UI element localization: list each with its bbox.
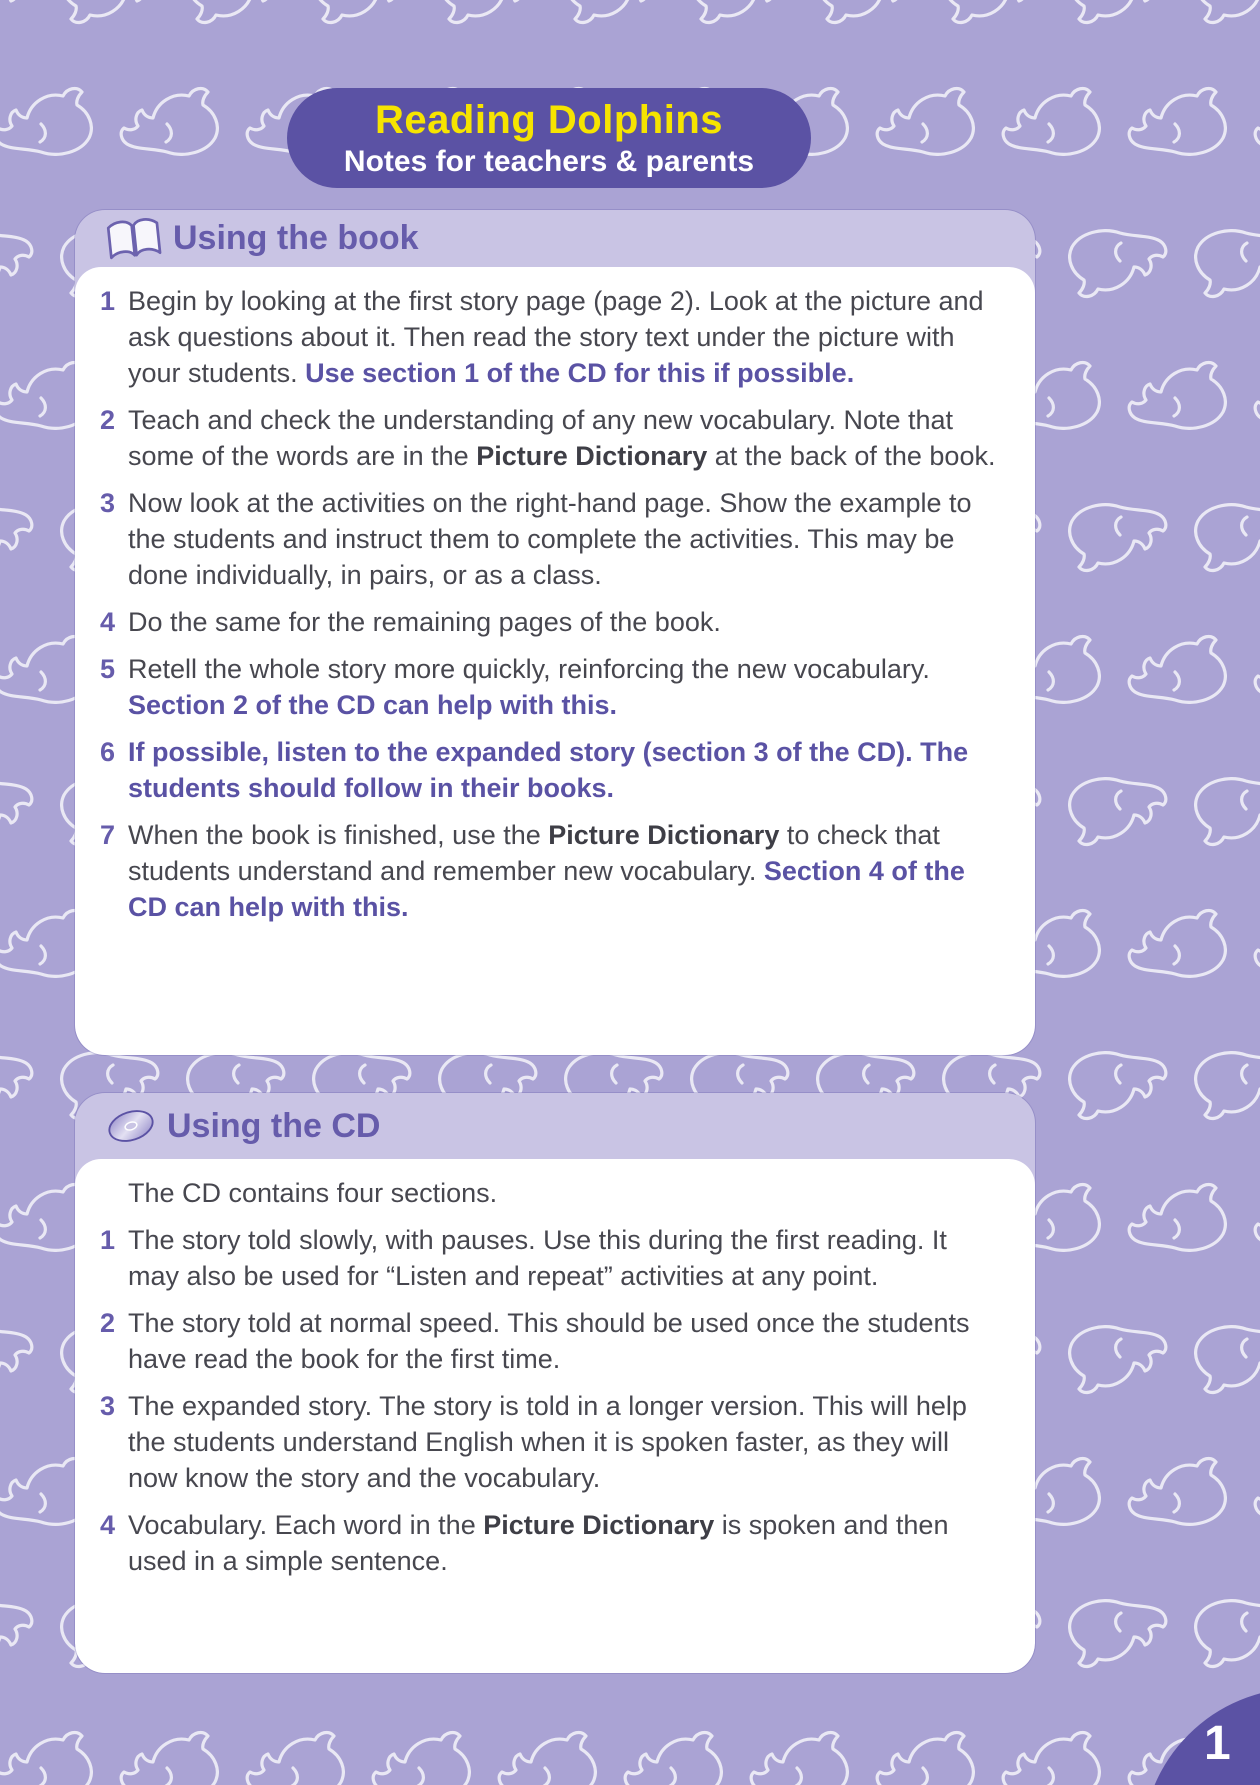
item-number: 1 (100, 1225, 116, 1255)
cd-intro: The CD contains four sections. (128, 1178, 498, 1208)
item-text: The story told slowly, with pauses. Use this during the first reading. It may also be used for “Listen and repeat” activities at any point. (128, 1225, 947, 1291)
section-title: Using the CD (167, 1106, 381, 1145)
cd-icon (105, 1105, 157, 1147)
item-text: Teach and check the understanding of any new vocabulary. Note that some of the words are in the Picture Dictionary at the back of the book. (128, 405, 996, 471)
list-item (100, 651, 1005, 723)
item-number: 3 (100, 488, 116, 518)
item-text: Begin by looking at the first story page (page 2). Look at the picture and ask questions about it. Then read the story text under the picture with your students. Use section 1 of the CD for this if possible. (128, 286, 984, 388)
item-number: 3 (100, 1391, 116, 1421)
header-badge (287, 88, 811, 188)
open-book-icon (105, 217, 163, 261)
item-text: When the book is finished, use the Picture Dictionary to check that students understand and remember new vocabulary. Section 4 of the CD can help with this. (128, 820, 965, 922)
section-header (75, 210, 1035, 267)
series-title: Reading Dolphins (375, 97, 723, 142)
item-text: Now look at the activities on the right-hand page. Show the example to the students and instruct them to complete the activities. This may be done individually, in pairs, or as a class. (128, 488, 972, 590)
page-title: Notes for teachers & parents (343, 144, 755, 178)
list-item (100, 1507, 1005, 1579)
item-text: The story told at normal speed. This should be used once the students have read the book for the first time. (128, 1308, 970, 1374)
page-number: 1 (1204, 1717, 1231, 1770)
section-using-the-cd (75, 1093, 1035, 1673)
item-number: 1 (100, 286, 116, 316)
list-item (100, 485, 1005, 593)
item-number: 6 (100, 737, 116, 767)
item-text: If possible, listen to the expanded story (section 3 of the CD). The students should follow in their books. (128, 737, 969, 803)
section-using-the-book (75, 210, 1035, 1055)
list-item (100, 1222, 1005, 1294)
item-text: Vocabulary. Each word in the Picture Dictionary is spoken and then used in a simple sentence. (128, 1510, 949, 1576)
list-item (100, 1305, 1005, 1377)
item-text: Retell the whole story more quickly, reinforcing the new vocabulary. Section 2 of the CD can help with this. (128, 654, 930, 720)
list-item (100, 734, 1005, 806)
section-body (75, 1159, 1035, 1673)
item-number: 4 (100, 607, 116, 637)
item-text: The expanded story. The story is told in a longer version. This will help the students understand English when it is spoken faster, as they will now know the story and the vocabulary. (128, 1391, 967, 1493)
list-item (100, 1388, 1005, 1496)
item-number: 5 (100, 654, 116, 684)
list-item (100, 283, 1005, 391)
item-number: 7 (100, 820, 116, 850)
section-title: Using the book (173, 219, 419, 257)
section-body (75, 267, 1035, 1055)
item-number: 2 (100, 1308, 116, 1338)
item-text: Do the same for the remaining pages of the book. (128, 607, 721, 637)
list-item (100, 402, 1005, 474)
section-header (75, 1093, 1035, 1159)
item-number: 4 (100, 1510, 116, 1540)
list-item (100, 604, 1005, 640)
list-item (100, 817, 1005, 925)
item-number: 2 (100, 405, 116, 435)
